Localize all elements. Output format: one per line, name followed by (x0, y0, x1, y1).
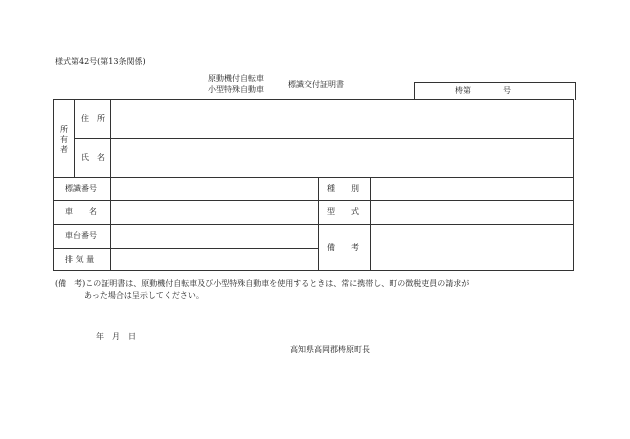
owner-group-label: 所有者 (60, 125, 68, 154)
row-divider-plate (53, 200, 574, 201)
row-divider-address (74, 138, 574, 139)
col-divider-right-label (370, 177, 371, 271)
certificate-table (53, 99, 574, 271)
row-divider-vehicle-name (53, 224, 574, 225)
name-label: 氏 名 (81, 153, 105, 162)
row-divider-chassis (53, 248, 318, 249)
displacement-label: 排 気 量 (65, 255, 95, 264)
title-line2: 小型特殊自動車 (208, 85, 264, 94)
form-number: 様式第42号(第13条関係) (55, 57, 146, 66)
certificate-number-label: 梼第 号 (455, 86, 511, 95)
model-label: 型 式 (327, 207, 359, 216)
note-line1: (備 考)この証明書は、原動機付自転車及び小型特殊自動車を使用するときは、常に携帯し、町の徴税吏員の請求が (55, 279, 470, 288)
title-line1: 原動機付自転車 (208, 74, 264, 83)
col-divider-owner-group (74, 99, 75, 177)
chassis-number-label: 車台番号 (65, 231, 97, 240)
row-divider-owner (53, 177, 574, 178)
remarks-label: 備 考 (327, 243, 359, 252)
category-label: 種 別 (327, 184, 359, 193)
note-line2: あった場合は呈示してください。 (84, 291, 204, 300)
vehicle-name-label: 車 名 (65, 207, 97, 216)
address-label: 住 所 (81, 114, 105, 123)
title-suffix: 標識交付証明書 (288, 80, 344, 89)
issuer-name: 高知県高岡郡梼原町長 (290, 345, 370, 354)
col-divider-label (110, 99, 111, 271)
issue-date: 年 月 日 (96, 332, 136, 341)
plate-number-label: 標識番号 (65, 184, 97, 193)
col-divider-middle (318, 177, 319, 271)
